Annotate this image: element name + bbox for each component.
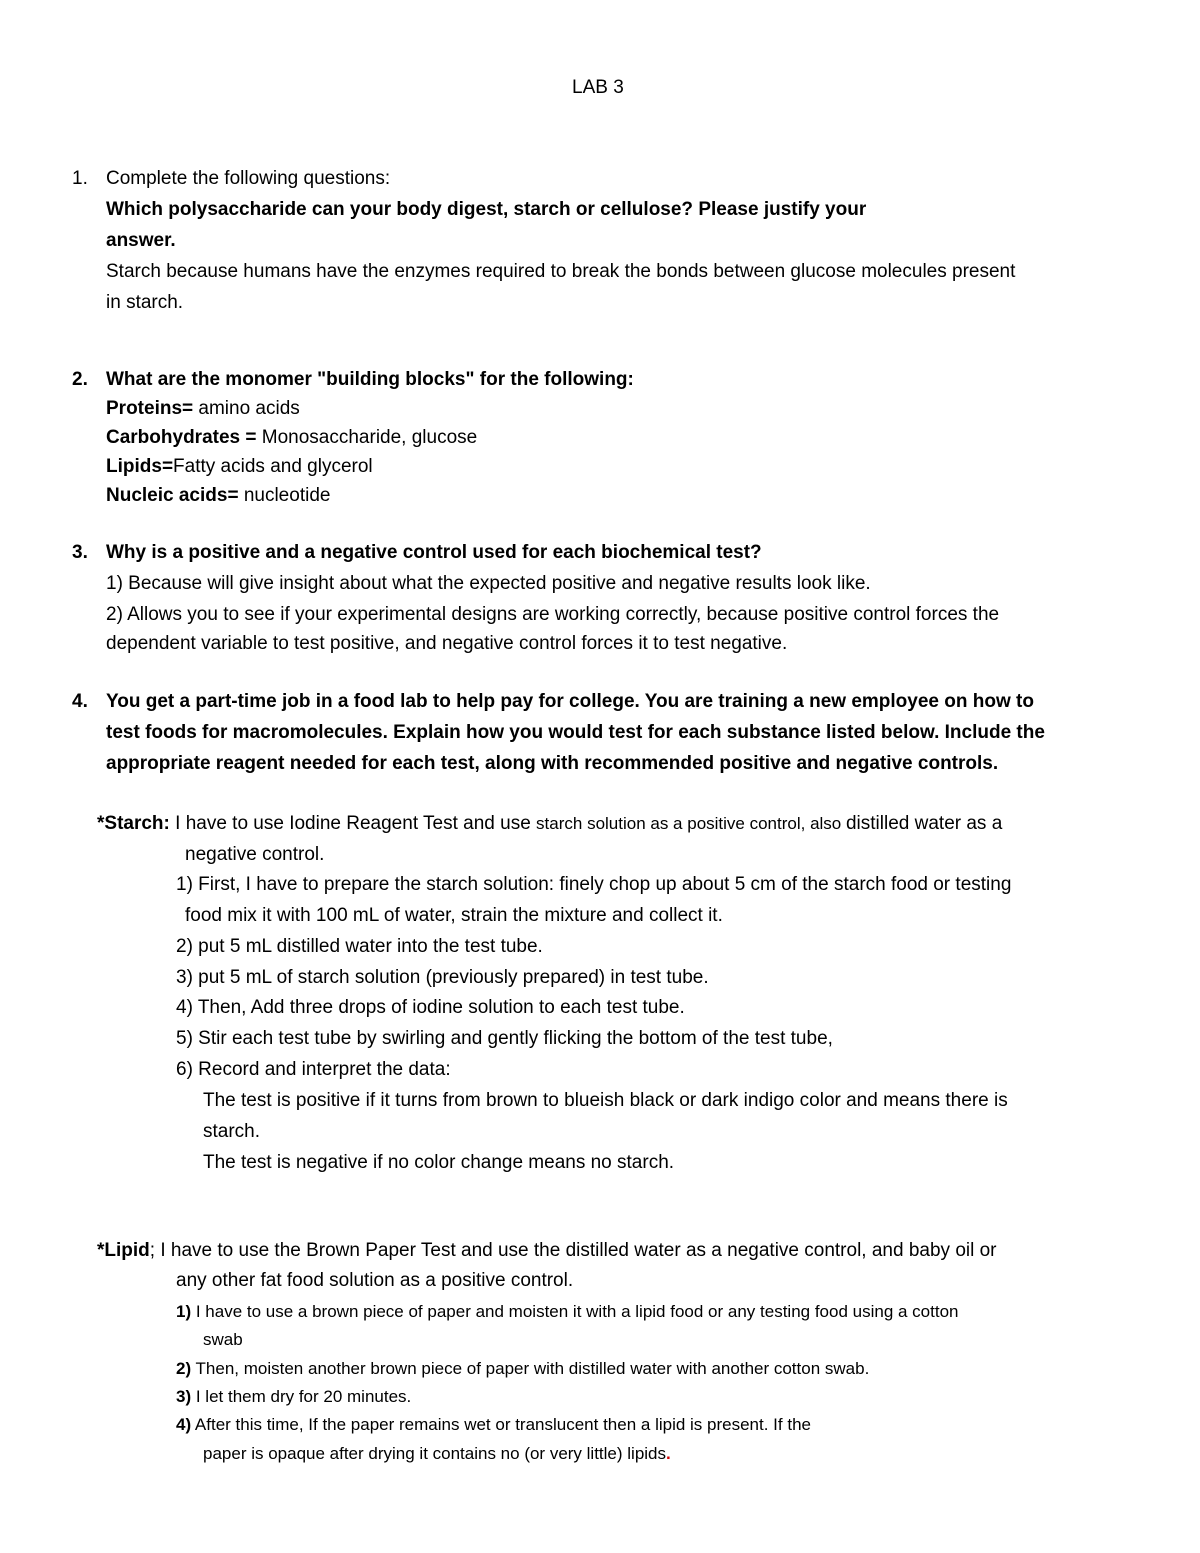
- q3-answer2-line1: 2) Allows you to see if your experimental designs are working correctly, because positive control forces the: [106, 604, 1000, 625]
- lipid-intro: [97, 1239, 997, 1263]
- starch-step3: 3) put 5 mL of starch solution (previously prepared) in test tube.: [176, 967, 709, 988]
- starch-step1-line2: food mix it with 100 mL of water, strain the mixture and collect it.: [185, 905, 723, 926]
- starch-step6: 6) Record and interpret the data:: [176, 1059, 451, 1080]
- starch-intro: [97, 812, 1002, 836]
- q1-intro: Complete the following questions:: [106, 168, 391, 189]
- q4-number: 4.: [72, 691, 88, 712]
- starch-intro-b: starch solution as a positive control, also: [536, 814, 846, 833]
- starch-intro-c: distilled water as a: [845, 813, 1003, 834]
- q4-question-line2: test foods for macromolecules. Explain how you would test for each substance listed below. Include the: [106, 722, 1045, 743]
- lipid-step4-text: After this time, If the paper remains wet or translucent then a lipid is present. If the: [191, 1415, 811, 1434]
- lipid-step3: [176, 1385, 411, 1409]
- lipid-step3-number: 3): [176, 1387, 192, 1406]
- q2-item-label: Lipids=: [106, 456, 174, 477]
- lipid-step4-end-period: .: [666, 1444, 671, 1463]
- starch-step2: 2) put 5 mL distilled water into the test tube.: [176, 936, 543, 957]
- q2-item-label: Proteins=: [106, 398, 194, 419]
- q1-number: 1.: [72, 168, 88, 189]
- lipid-step1-line2: swab: [203, 1330, 243, 1349]
- q2-item-carbohydrates: [106, 426, 477, 450]
- starch-label: *Starch:: [97, 813, 170, 834]
- lipid-step1-number: 1): [176, 1302, 192, 1321]
- lipid-step4-line2-text: paper is opaque after drying it contains no (or very little) lipids: [203, 1444, 667, 1463]
- starch-positive-line1: The test is positive if it turns from brown to blueish black or dark indigo color and means there is: [203, 1090, 1008, 1111]
- lipid-step4-number: 4): [176, 1415, 192, 1434]
- starch-intro-line2: negative control.: [185, 844, 325, 865]
- lipid-step2-text: Then, moisten another brown piece of paper with distilled water with another cotton swab.: [191, 1359, 870, 1378]
- q2-item-lipids: [106, 455, 373, 479]
- q4-question-line1: You get a part-time job in a food lab to help pay for college. You are training a new employee on how to: [106, 691, 1034, 712]
- lipid-step2: [176, 1357, 869, 1381]
- q2-item-value: nucleotide: [238, 485, 331, 506]
- q2-number: 2.: [72, 369, 88, 390]
- q3-answer2-line2: dependent variable to test positive, and negative control forces it to test negative.: [106, 633, 788, 654]
- q3-answer1: 1) Because will give insight about what the expected positive and negative results look like.: [106, 573, 871, 594]
- starch-step4: 4) Then, Add three drops of iodine solution to each test tube.: [176, 997, 685, 1018]
- lipid-step1-line1: [176, 1300, 959, 1324]
- q1-question-line2: answer.: [106, 230, 176, 251]
- q2-item-value: Fatty acids and glycerol: [173, 456, 373, 477]
- lipid-step4-line1: [176, 1413, 811, 1437]
- q2-item-value: Monosaccharide, glucose: [256, 427, 478, 448]
- q2-item-proteins: [106, 397, 300, 421]
- lipid-step1-text: I have to use a brown piece of paper and moisten it with a lipid food or any testing food using a cotton: [191, 1302, 959, 1321]
- lipid-step4-line2: [203, 1442, 671, 1466]
- q2-item-nucleic-acids: [106, 484, 330, 508]
- starch-step5: 5) Stir each test tube by swirling and gently flicking the bottom of the test tube,: [176, 1028, 833, 1049]
- q2-item-value: amino acids: [193, 398, 300, 419]
- starch-intro-a: I have to use Iodine Reagent Test and use: [169, 813, 537, 834]
- q2-item-label: Nucleic acids=: [106, 485, 239, 506]
- page-title: LAB 3: [572, 77, 624, 98]
- q2-question: What are the monomer "building blocks" for the following:: [106, 369, 634, 390]
- q3-question: Why is a positive and a negative control used for each biochemical test?: [106, 542, 762, 563]
- q4-question-line3: appropriate reagent needed for each test, along with recommended positive and negative controls.: [106, 753, 999, 774]
- lipid-step3-text: I let them dry for 20 minutes.: [191, 1387, 412, 1406]
- q3-number: 3.: [72, 542, 88, 563]
- lipid-step2-number: 2): [176, 1359, 192, 1378]
- q2-item-label: Carbohydrates =: [106, 427, 257, 448]
- q1-question-line1: Which polysaccharide can your body digest, starch or cellulose? Please justify your: [106, 199, 867, 220]
- q1-answer-line1: Starch because humans have the enzymes required to break the bonds between glucose molecules present: [106, 261, 1016, 282]
- starch-step1-line1: 1) First, I have to prepare the starch solution: finely chop up about 5 cm of the starch food or testing: [176, 874, 1012, 895]
- lipid-label: *Lipid: [97, 1240, 150, 1261]
- q1-answer-line2: in starch.: [106, 292, 184, 313]
- starch-positive-line2: starch.: [203, 1121, 261, 1142]
- starch-negative: The test is negative if no color change means no starch.: [203, 1152, 675, 1173]
- lipid-intro-line1: ; I have to use the Brown Paper Test and use the distilled water as a negative control, and baby oil or: [149, 1240, 997, 1261]
- lipid-intro-line2: any other fat food solution as a positive control.: [176, 1270, 574, 1291]
